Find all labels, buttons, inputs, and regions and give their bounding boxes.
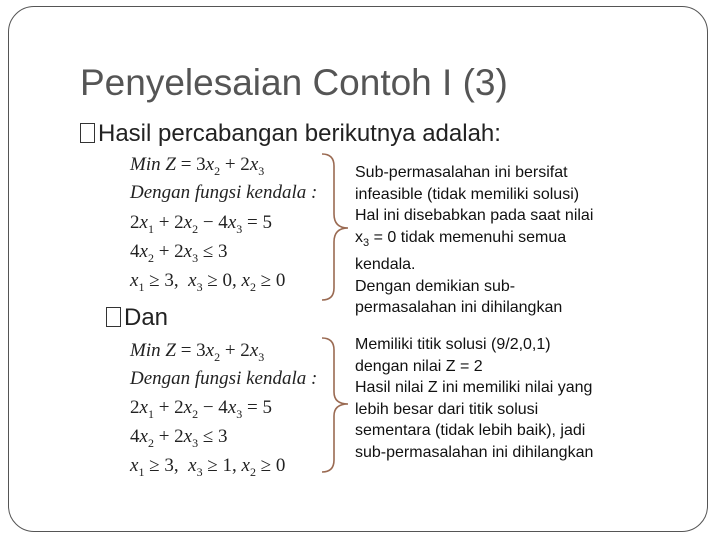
note-2-line-6: sub-permasalahan ini dihilangkan <box>355 443 594 461</box>
bullet-hasil <box>80 120 501 148</box>
brace-2-icon <box>318 336 352 474</box>
note-1-var-sub: 3 <box>363 236 370 249</box>
bullet-marker-icon <box>80 123 95 143</box>
slide-title: Penyelesaian Contoh I (3) <box>80 62 508 103</box>
model-1-constraints-label: Dengan fungsi kendala : <box>130 182 318 203</box>
note-1-line-4 <box>355 227 645 255</box>
model-1-constraint-1: $2x_1 + 2x_2 - 4x_3 = 5$ <box>130 212 272 236</box>
note-1-line-5: kendala. <box>355 256 416 274</box>
brace-1-icon <box>318 152 352 302</box>
model-2-constraint-3: $x_1 \ge 3$, $x_3 \ge 1$, $x_2 \ge 0$ <box>130 455 286 479</box>
note-1-line-7: permasalahan ini dihilangkan <box>355 299 563 317</box>
model-2-constraints-label: Dengan fungsi kendala : <box>130 368 318 389</box>
model-1-objective: Min $Z = 3x_2 + 2x_3$ <box>130 154 265 178</box>
note-1-line-2: infeasible (tidak memiliki solusi) <box>355 185 580 203</box>
note-solution <box>355 334 645 463</box>
model-1-constraint-3: $x_1 \ge 3$, $x_3 \ge 0$, $x_2 \ge 0$ <box>130 270 286 294</box>
bullet-dan-text: Dan <box>124 304 169 331</box>
note-2-line-3: Hasil nilai Z ini memiliki nilai yang <box>355 379 593 396</box>
model-1-constraint-2: $4x_2 + 2x_3 \le 3$ <box>130 241 228 265</box>
note-1-line-1: Sub-permasalahan ini bersifat <box>355 164 568 181</box>
note-1-line-4-rest: = 0 tidak memenuhi semua <box>369 228 567 246</box>
note-infeasible <box>355 162 645 319</box>
note-1-var: x <box>355 228 363 246</box>
bullet-marker-icon <box>106 307 121 327</box>
note-1-line-3: Hal ini disebabkan pada saat nilai <box>355 207 594 224</box>
model-2-objective: Min $Z = 3x_2 + 2x_3$ <box>130 340 265 364</box>
note-2-line-5: sementara (tidak lebih baik), jadi <box>355 422 586 439</box>
note-2-line-2: dengan nilai Z = 2 <box>355 357 483 375</box>
bullet-dan <box>106 304 168 332</box>
note-1-line-6: Dengan demikian sub- <box>355 277 516 295</box>
model-2-constraint-1: $2x_1 + 2x_2 - 4x_3 = 5$ <box>130 397 272 421</box>
model-2-constraint-2: $4x_2 + 2x_3 \le 3$ <box>130 426 228 450</box>
note-2-line-1: Memiliki titik solusi (9/2,0,1) <box>355 336 551 353</box>
note-2-line-4: lebih besar dari titik solusi <box>355 400 539 418</box>
bullet-hasil-text: Hasil percabangan berikutnya adalah: <box>98 120 501 147</box>
